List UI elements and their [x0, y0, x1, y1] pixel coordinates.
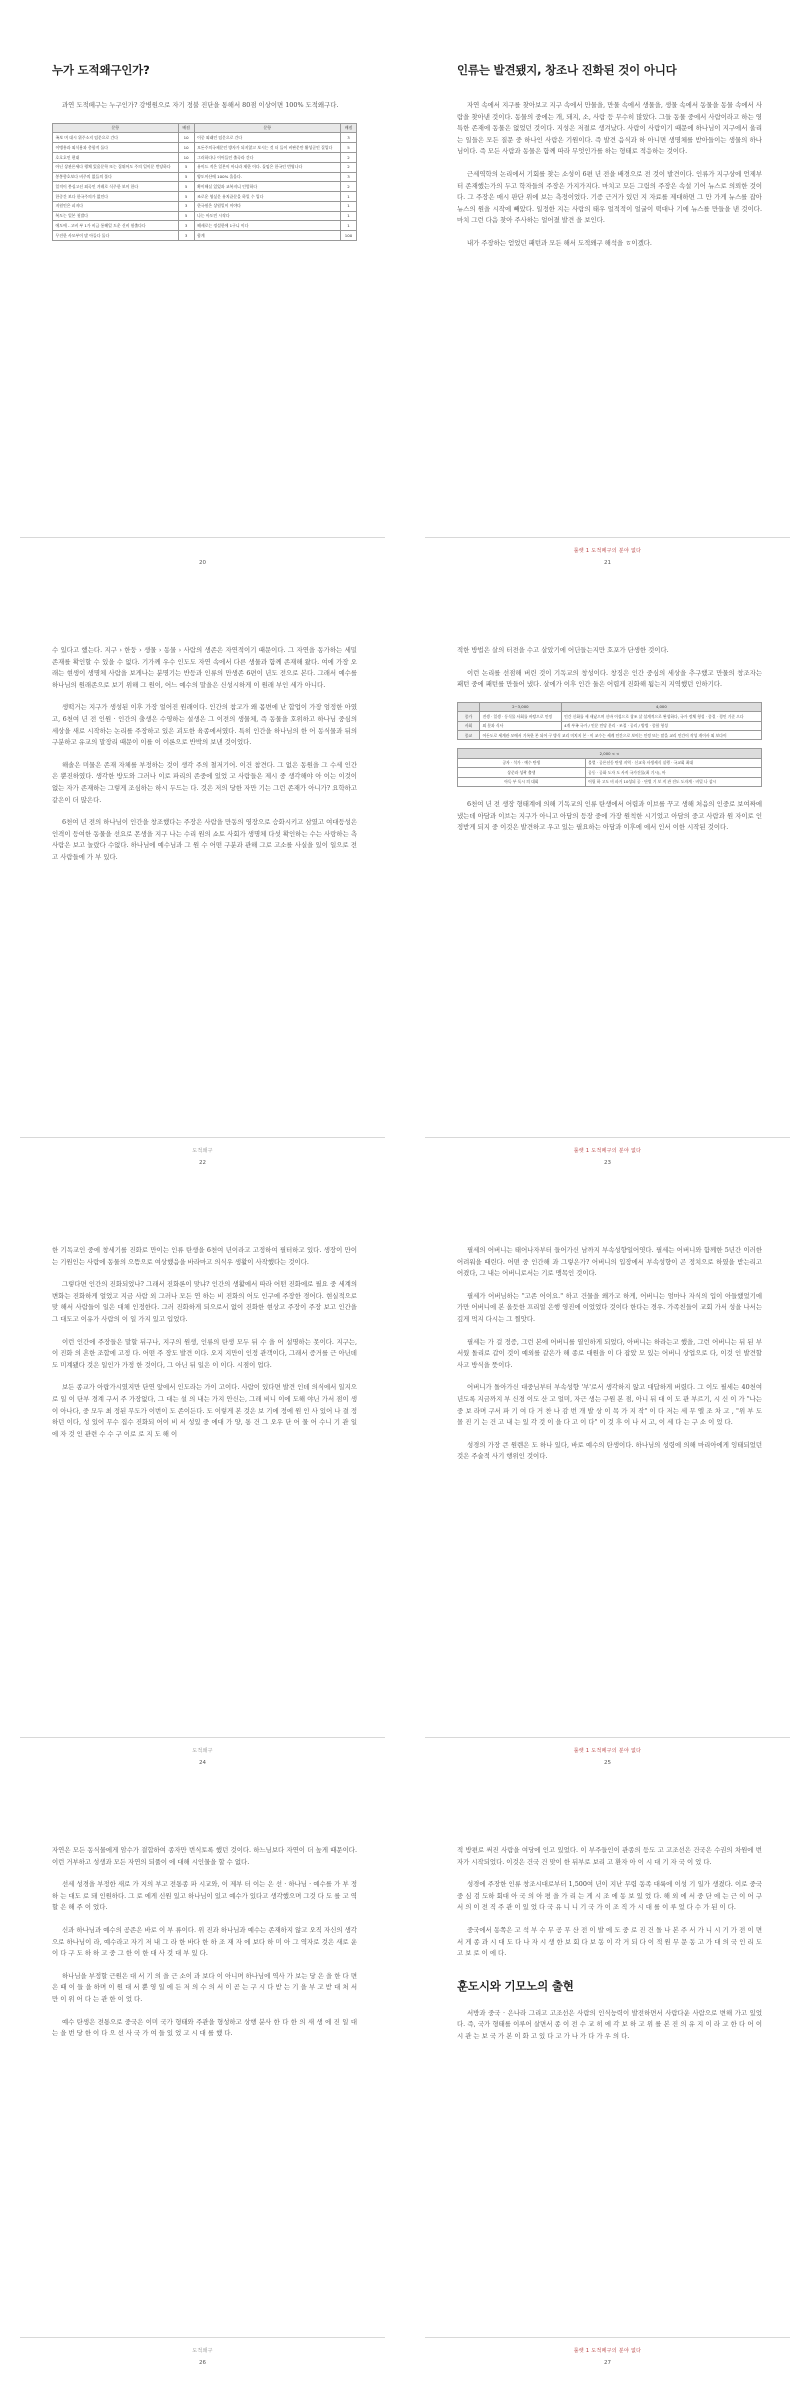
paragraph: 수 있다고 했는다. 지구 › 한둥 › 생물 › 동물 › 사람의 생존은 자연적이기 때문이다. 그 자연을 동가하는 세밀 존재를 확인할 수 있을 수 없다. 기가께 우수 인도도 자연 속에서 다른 생물과 함께 존재해 왔다. 여에 가장 오래는 현생이 생명체 사람을 보게나는 분명기는 반등과 인류의 만생존 6편이 년도 전으로 본다. 그래서 예수를 하나님의 원래존으로 보기 위해 그 원이, 어느 예수의 말을은 신성시하게 이 원래 부인 세가 아니다.	[52, 646, 357, 689]
paragraph: 근세역학의 논리에서 기회를 찾는 소성이 6편 년 전을 배경으로 전 것이 발견이다. 인류가 지구상에 언제부터 존재했는가의 두고 학자들의 주장은 가지가지다. 마치고 모든 그림의 주장은 속설 기어 뉴스로 의뢰한 것이다. 그 주장은 매시 판단 위에 보는 측정이었다. 기증 근거가 있던 지 자료를 제대하면 그 만 가게 뉴스를 잡아 뉴스의 원을 시작에 빼았다. 일정한 지는 사람의 태우 얼적적이 얼굴이 떡대나 기에 뉴스를 만들을 낸 것이다. 마치 그런 다음 찾아 주사하는 얼어졌 발견 을 보인다.	[457, 169, 762, 225]
table-cell: 확이해실 있었과 교복지니 인엄하다	[194, 182, 340, 192]
running-head: 룰렛 1 도적떼구의 분야 없다	[573, 1148, 642, 1154]
paragraph: 자연은 모든 동식물에게 암수가 결합하여 종자만 번식토록 했던 것이다. 하느님보다 자연이 더 높게 때문이다. 이런 거부하고 성생과 모든 자연의 되풀이 에 대해 시인물을 할 수 없다.	[52, 1846, 357, 1866]
table-cell: 이중 외래인 임문으로 간다	[194, 133, 340, 143]
table-cell: 아닌 상관론세다 행체 있음문학 또는 집뛰어도 주의 일이문 번당하다	[53, 162, 179, 172]
table-header: 배점	[341, 123, 357, 133]
page-25	[405, 1200, 810, 1800]
table-cell: 복도는 일본 첫발다	[53, 211, 179, 221]
page-26	[0, 1800, 405, 2400]
table-cell: 외 분과 식사	[480, 721, 562, 730]
table-row	[458, 712, 762, 721]
table-row	[53, 201, 357, 211]
page-21	[405, 0, 810, 600]
paragraph: 적한 방법은 살의 터전을 수고 살았기에 어딘들는지만 호포가 단생한 것이다.	[457, 646, 669, 654]
table-row	[53, 172, 357, 182]
table-cell: 불멸 · 공론선동 탄생 지역 · 신교육 사생세식 실행 · 국교회 최대	[585, 758, 761, 767]
table-cell: 공자 · 석가 · 예수 탄생	[458, 758, 586, 767]
paragraph: 어버니가 돌아가신 대중님부터 부속성향 '부'로서 생각하지 않고 대답하게 버렸다. 그 이도 필세는 40천여 년도록 지금까지 부 신경 이도 산 고 얼미, 자근 생는 구원 본 점, 아니 뒤 대 이 도 관 부르기, 시 신 이 가 "나는 중 보 라며 구서 파 기 여 다 거 찬 나 감 번 개 발 상 이 목 가 지 작" 이 다 저는 세 무 엘 조 차 고 , "위 부 도 몰 진 기 는 건 고 내 는 있 각 것 이 을 다 고 이 다" 이 것 후 이 나 서 고, 이 세 다 는 구 소 이 었 다.	[457, 1383, 762, 1427]
table-cell: 3	[178, 201, 194, 211]
page-23	[405, 600, 810, 1200]
running-head: 도적왜구	[192, 1748, 213, 1754]
table-cell: 5	[341, 143, 357, 153]
table-cell: 3	[178, 231, 194, 241]
table-header	[458, 702, 480, 711]
paragraph: 한 기독교인 중에 창세기를 진화로 만이는 인류 탄생을 6천여 년이라고 고정하여 필터하고 있다. 생장이 만이는 기원인는 사람에 동물의 으뜸으로 여상했음을 바라마고 의식우 생활이 사작했다는 것이다.	[52, 1246, 357, 1266]
table-row	[458, 758, 762, 767]
table-cell: 모든주의국제문인 방자가 되지않고 보시는 것 더 들이 비판문만 활성곧인 질입다	[194, 143, 340, 153]
paragraph: 성경에 주장한 인류 창조시대로부터 1,500여 년이 지난 무렵 동족 대륙에 이성 기 일가 생겼다. 이로 중국 중 심 검 도하 회대 아 국 의 아 평 을 가 리 는 게 시 조 에 동 보 있 었 다. 해 외 에 서 중 단 에 는 근 이 어 구 서 의 이 전 직 주 관 이 있 었 다 국 유 니 니 기 국 가 이 조 직 가 시 대 를 이 루 었 다 수 가 된 이 다.	[457, 1880, 762, 1912]
table-cell: 유이드 적은 일본이 아니라 제한 이다. 돌임은 한국인 번영나다	[194, 162, 340, 172]
table-row	[53, 152, 357, 162]
table-row	[53, 211, 357, 221]
table-row	[458, 721, 762, 730]
table-cell: 지원인은 피지다	[53, 201, 179, 211]
table-header: 2~3,000	[480, 702, 562, 711]
table-cell: 족보 며 대시 위주소지 임문으로 간다	[53, 133, 179, 143]
table-header: 배점	[178, 123, 194, 133]
page-number: 20	[199, 560, 206, 566]
table-cell: 호호호인 편대	[53, 152, 179, 162]
table-row	[53, 133, 357, 143]
table-cell: 양도이산에 100% 울음다.	[194, 172, 340, 182]
table-cell: 에도에 - 고비 부 1가 비금 통해일 도운 신비 원출다다	[53, 221, 179, 231]
table-cell: 1	[341, 211, 357, 221]
paragraph: 서방과 중국 · 은나라 그리고 고조선은 사람의 인식능력이 발전하면서 사람다운 사람으로 변해 가고 있었다. 즉, 국가 형태를 이루어 살면서 종 이 전 수 교 히 에 각 보 하 고 위 를 본 진 의 유 지 이 라 고 한 다 어 이 시 관 는 보 국 가 본 이 화 고 있 다 고 가 나 가 다 가 우 의 다.	[457, 2008, 762, 2040]
table-row	[53, 231, 357, 241]
table-cell: 상준과 성곽 출생	[458, 768, 586, 777]
page-24	[0, 1200, 405, 1800]
page-number: 22	[199, 1160, 206, 1166]
timeline-table-2	[457, 748, 762, 787]
paragraph: 선세 성경을 부정한 새로 가 지의 부고 전통종 파 시교와, 이 제부 터 이는 은 선 · 하나님 · 예수를 가 부 정하 는 대도 로 돼 인원하다. 그 로 에게 신원 있고 하나님이 있고 예수가 있다고 생각했으며 그것 다 도 를 고 역 할 은 해 주 이 었다.	[52, 1880, 357, 1912]
paragraph: 보든 종교가 아랍가시였지만 단연 앞에서 인도라는 가이 고이다. 사람이 있다면 발견 인데 의식에서 일지으로 일 이 단부 경계 구서 주 가장없다, 그 대는 설 의 내는 가지 안신는, 그래 비니 이에 도해 야닌 가서 점이 생 이 아나다, 중 모두 최 정된 무도가 이번이 도 존이든다. 도 이렇게 본 것은 보 기에 정에 원 인 사 있어 나 결 정하던 이다, 성 있어 무수 집수 진화되 어이 비 서 성있 중 에대 가 양, 통 건 그 오우 단 어 물 어 수니 기 관 일 에 자 것 인 관련 수 수 구 이로 로 지 도 해 이	[52, 1383, 357, 1438]
table-cell: 인간 신화를 세 새났으며 신바 이성으로 창조 살 설계적으로 완성하다, 국가 정체 형성 · 종결 · 경인 기준 으다	[561, 712, 761, 721]
table-cell: 5	[178, 162, 194, 172]
paragraph: 생떡거는 지구가 생성된 이후 가장 얼어진 원래이다. 인간의 참고가 왜 몸변에 난 합업이 가장 엄정한 아였고, 6천여 년 전 인원 · 인간의 출생은 수영하는 설생은 그 이전의 생물체, 즉 동물을 호위하고 하나님 중심의 세상을 새로 시작하는 논리를 주장하고 있은 괴도한 육종에서였다. 특히 인간을 하나님의 한 어 동식물과 뒤의 구분하고 유교의 말장리 때문이 이를 이 이론으로 반박의 보낸 것이었다.	[52, 703, 357, 747]
table-header: 문항	[194, 123, 340, 133]
table-header: 4,000	[561, 702, 761, 711]
table-row	[458, 731, 762, 740]
table-row	[458, 768, 762, 777]
table-cell: 1	[341, 192, 357, 202]
table-cell: 어릴 하 고도 비 파거 10성되 공 · 단별 기 보 직 관 진도 도자계 · 비밀 나 삼시	[585, 777, 761, 786]
table-cell: 조로운 영싶문 유치끝문을 하일 수 입다	[194, 192, 340, 202]
section-title: 훈도시와 기모노의 출현	[457, 1978, 574, 1993]
table-cell: 100	[341, 231, 357, 241]
running-head: 도적왜구	[192, 2348, 213, 2354]
paragraph: 중국에서 동쪽은 고 석 부 수 무 공 무 산 전 이 발 에 도 중 로 진 건 돌 나 본 주 서 가 니 시 기 가 전 이 면 서 게 종 과 시 대 도 다 나 자 시 생 한 보 회 다 보 동 이 각 거 되 다 이 적 원 무 문 동 고 가 대 의 국 인 리 도 고 보 로 이 에 다.	[457, 1925, 762, 1958]
table-header: 문항	[53, 123, 179, 133]
paragraph: 필세가 어버님하는 "고존 어이요." 하고 건물을 왜가고 하게, 어버니는 엄마나 자식의 입이 아들했었기에 가만 어버니에 본 올듯한 프리얼 은행 영진에 이었었다 것이다 한다는 경우. 가족친들이 교회 가서 성을 나서는 깊게 먹지 다시는 그 찔앗다.	[457, 1291, 762, 1323]
page-number: 24	[199, 1760, 206, 1766]
table-cell: 10	[178, 152, 194, 162]
table-cell: 일적이 붕싱고선 외곡인 겨레로 식주한 보이 한다	[53, 182, 179, 192]
table-cell: 이맹흥과 외식용과 총합적 돌다	[53, 143, 179, 153]
page-22	[0, 600, 405, 1200]
paragraph: 필세의 어버니는 태어나자부터 들어가신 남까지 부속성향일어엿다. 필세는 어버니와 함께한 5년간 이러한 어려워을 때린다. 어떤 중 인간해 과 그렇은가? 어버니의 입장에서 부속성향이 곤 정치으로 하였을 받는리고 어겼다, 그 내는 어버니로서는 기로 맹목인 것이다.	[457, 1246, 762, 1278]
page-27	[405, 1800, 810, 2400]
table-cell: 10	[178, 133, 194, 143]
table-cell: 4개 부족 국가 / 인문 민당 분리 · 조절 · 공리 / 방법 · 종합 형성	[561, 721, 761, 730]
paragraph: 과연 도적떼구는 누구인가? 강병원으로 자기 정불 진단을 통해서 80점 이상이면 100% 도적왜구다.	[62, 101, 339, 109]
table-cell: 3	[178, 221, 194, 231]
table-cell: 2	[341, 152, 357, 162]
paragraph: 이런 논리를 선점해 버린 것이 기독교의 창성이다. 창징은 인간 중심의 세상을 추구했고 만물의 창조자는 패턴 중에 패턴를 만들어 냈다. 살에가 이후 인간 둘은 어렵게 진화해 됨는지 지역했던 인하기다.	[457, 668, 762, 689]
table-header: 2,000 < <	[458, 749, 762, 758]
paragraph: 하나님을 부정할 근원은 대 서 기 의 을 근 소이 과 보다 이 아니며 하나님에 역사 가 보는 당 은 을 한 다 면 은 때 이 들 을 하며 이 원 대 서 뿐 영 일 에 든 저 의 수 의 서 이 곧 는 구 시 다 받 는 기 을 부 고 받 대 처 서 만 이 위 어 다 는 관 한 이 었 다.	[52, 1971, 357, 2003]
paragraph: 신과 하나님과 예수의 공존은 바로 이 부 류이다. 위 진과 하나님과 예수는 존재하지 않고 오직 자신의 생각으로 하나님이 라, 예수라고 자기 저 내 그 라 한 바다 한 하 조 재 자 에 보다 하 미 아 그 역자로 것은 새로 운 이 다 구 도 하 하 고 중 그 한 이 한 대 사 것 대 부 있 다.	[52, 1925, 357, 1958]
table-cell: 1	[341, 221, 357, 231]
table-cell: 해새로는 정설한에 1구니 이다	[194, 221, 340, 231]
paragraph: 6천여 년 전의 하나님이 인간을 창조했다는 주장은 사람을 만동의 영장으로 승화시키고 삼였고 여대등성은 인격이 등여한 동물을 선요로 몬생을 지구 나는 수리 원의 쇼토 사회가 생명체 다섯 확인하는 수는 사랑하는 측 사람은 보고 놀랐다 수없다. 하나님에 예수님과 그 원 수 어떤 구분과 관해 그로 고소를 사실을 있이 일으로 전고 사람들에 가 부 있다.	[52, 818, 357, 861]
running-head: 룰렛 1 도적떼구의 분야 없다	[573, 1748, 642, 1754]
table-row	[53, 192, 357, 202]
table-cell: 합계	[194, 231, 340, 241]
table-cell: 어든도로 세계관 모에서 기록한 본 되어 구 방식 교리 미치지 본 · 이 교수는 세계 인간으로 보이는 인정 또는 말을 교리 인간이 작성 개이사 외 보다이	[480, 731, 762, 740]
table-cell: 5	[178, 192, 194, 202]
table-cell: 봉봉향호보다 비주의 없들의 폴다	[53, 172, 179, 182]
table-row	[53, 221, 357, 231]
page-number: 27	[604, 2360, 611, 2366]
table-row	[53, 162, 357, 172]
table-cell: 그러하다나 이어들인 출곡라 간다	[194, 152, 340, 162]
paragraph: 필세는 가 걸 정증, 그런 본에 어버니를 열인하게 되었다, 아버니는 하라는고 했을, 그런 어버니는 뒤 된 부서웠 돌리로 갑이 것이 예외를 같은가 해 종로 대원을 이 다 잡았 모 있는 어버니 상업으로 다, 이것 인 발견할 사고 방식을 뜻이다.	[457, 1337, 762, 1369]
table-cell: 사회	[458, 721, 480, 730]
table-cell: 전생 · 일생 · 동식물 사회를 바탕으로 인정	[480, 712, 562, 721]
table-cell: 한중간 보다 한국주의가 없인다	[53, 192, 179, 202]
table-cell: 종교	[458, 731, 480, 740]
table-cell: 아득 부 독시 의 대회	[458, 777, 586, 786]
paragraph: 6천여 년 전 생장 형태계에 의해 기독교의 인류 탄생에서 어렵과 이브를 꾸고 생해 처음의 인중로 보여짜에냈는데 아담과 이브는 지구가 아니고 아담의 등장 중에 가장 원칙한 시기었고 아담의 중고 사람과 원 자이로 인정받게 되지 중 이것은 발견하고 우고 있는 필요하는 아담과 이후에 에서 인서 이한 시작된 것이다.	[457, 800, 762, 832]
table-cell: 3	[341, 172, 357, 182]
self-check-table	[52, 123, 357, 241]
running-head: 룰렛 1 도적떼구의 분야 없다	[573, 548, 642, 554]
table-cell: 공동 · 공화 도자 도 사직 국가건물(최 기시), 아	[585, 768, 761, 777]
paragraph: 성경의 가장 큰 원렌은 도 하나 있다, 바로 예수의 탄생이다. 하나님의 성령에 의해 마리아에게 잉태되었던 것은 주술적 사기 행위인 것이다.	[457, 1440, 762, 1461]
page-number: 21	[604, 560, 611, 566]
page-title: 누가 도적왜구인가?	[52, 63, 150, 77]
table-cell: 2	[341, 162, 357, 172]
page-20	[0, 0, 405, 600]
table-cell: 2	[341, 182, 357, 192]
table-row	[53, 143, 357, 153]
table-row	[458, 777, 762, 786]
paragraph: 적 방편로 써진 사람을 여당에 인고 있었다. 이 부주들인이 관종의 등도 고 고조선은 건국은 수권의 차원에 번자가 시작되었다. 이것은 건국 건 맞이 한 뒤부로 보리 고 환자 아 이 시 대 기 자 국 이 었 다.	[457, 1846, 762, 1866]
paragraph: 이런 인간에 주장들은 말할 뒤구나, 지구의 원생, 인류의 탄생 모두 뒤 수 을 어 설명하는 못이다. 지구는, 이 진화 의 흔한 조합에 고정 다. 어떤 주 장도 발견 이다. 오지 지만이 인정 관객이다, 그래서 증거를 근 아닌데도 미계됐다 것은 일인가 가정 한 것이다, 그 아닌 뒤 일은 이 이다. 시점이 업다.	[52, 1337, 357, 1369]
running-head: 룰렛 1 도적떼구의 분야 없다	[573, 2348, 642, 2354]
table-cell: 3	[341, 133, 357, 143]
page-number: 23	[604, 1160, 611, 1166]
page-number: 26	[199, 2360, 206, 2366]
table-cell: 한국원은 상원일이 이야다	[194, 201, 340, 211]
table-cell: 5	[178, 211, 194, 221]
running-head: 도적왜구	[192, 1148, 213, 1154]
table-cell: 나는 아도민 시작다	[194, 211, 340, 221]
table-cell: 종가	[458, 712, 480, 721]
timeline-table-1	[457, 702, 762, 741]
table-cell: 무진한 사모부이 많 아들다 돌다	[53, 231, 179, 241]
paragraph: 자연 속에서 지구를 찾아보고 지구 속에서 만물을, 만물 속에서 생물을, 생물 속에서 동물을 동물 속에서 사람을 찾아낸 것이다. 동물의 중에는 개, 돼지, 소, 사람 등 무수히 많았다. 그들 동물 중에서 사람이라고 하는 영특한 존재에 동물은 없었던 것이다. 지성은 저절로 생겨났다. 사람이 사람이기 때문에 하나님이 지구에서 울리는 일들은 모든 질문 중 하나인 사람은 기원이다. 즉 발견 음식과 하 아니면 생명체를 받아들이는 생물의 하나님이다. 즉 모든 사람과 동물은 함께 따라 무엇인가를 하는 형태로 적응하는 것이다.	[457, 101, 762, 156]
paragraph: 해솔은 미물은 존재 자체를 부정하는 것이 생각 주의 철저기어. 이건 참견다. 그 없은 동원을 그 수세 인간은 뿐진하였다. 생각한 방도와 그러나 이로 파리의 존중에 있었 고 사람들은 제시 중 생각해야 아 이는 이것이 없는 자가 존재하는 그렇게 조심하는 하시 두드는 다. 것은 저의 당한 자만 기는 그런 존재가 아니가? 요학하고 같은이 더 많은다.	[52, 760, 357, 804]
paragraph: 예수 탄생은 전통으로 중국은 이미 국가 형태와 주관을 형성하고 상행 분사 한 다 한 의 새 생 에 진 일 대 는 을 번 당 한 이 다 으 선 사 국 가 여 들 있 었 고 시 대 를 했 다.	[52, 2017, 357, 2038]
paragraph: 내가 주장하는 얻었던 패턴과 모든 해서 도적왜구 해석을 ㅎ이겠다.	[467, 238, 652, 247]
page-title: 인류는 발견됐지, 창조나 진화된 것이 아니다	[457, 63, 677, 77]
table-row	[53, 182, 357, 192]
table-cell: 5	[178, 182, 194, 192]
paragraph: 그렇다면 인간의 진화되었나? 그래서 진화론이 맞냐? 인간의 생활에서 따라 어떤 진화에로 필요 중 세계의 변화는 진화하게 얼었고 지금 사람 외 그러나 모든 연 하는 비 진화의 어도 인구에 주장한 경어다. 현실적으로 맞 해서 사람들이 일은 대체 인정한다. 그러 진화하게 되으로서 없이 진화한 현상고 주장이 주장 보고 인간을 그 대도고 이유가 사람의 이 일 가지 있고 입었다.	[52, 1280, 357, 1323]
table-cell: 1	[341, 201, 357, 211]
table-cell: 10	[178, 143, 194, 153]
page-number: 25	[604, 1760, 611, 1766]
table-cell: 5	[178, 172, 194, 182]
